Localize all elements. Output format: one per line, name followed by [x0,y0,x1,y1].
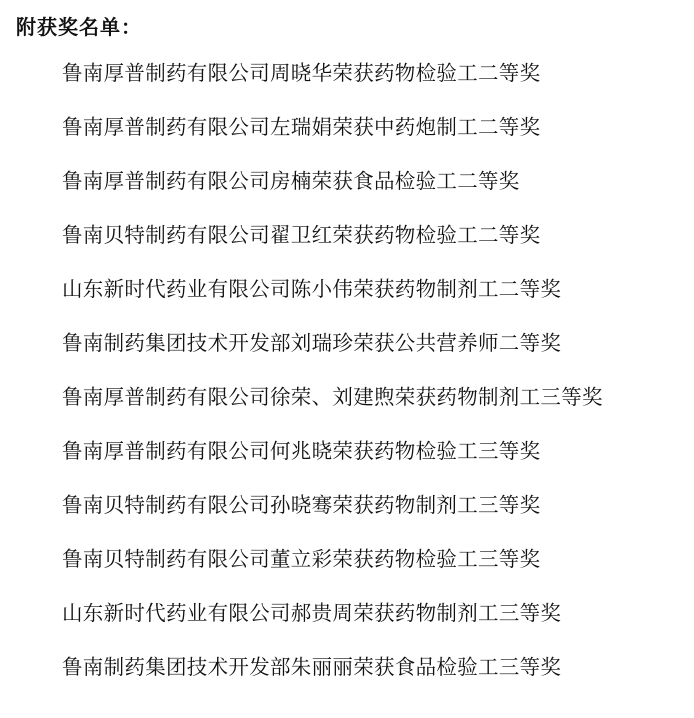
list-item: 鲁南厚普制药有限公司何兆晓荣获药物检验工三等奖 [62,439,541,463]
list-item: 鲁南厚普制药有限公司左瑞娟荣获中药炮制工二等奖 [62,115,541,139]
list-item: 鲁南厚普制药有限公司房楠荣获食品检验工二等奖 [62,169,520,193]
list-item: 鲁南贝特制药有限公司孙晓骞荣获药物制剂工三等奖 [62,493,541,517]
list-item: 山东新时代药业有限公司陈小伟荣获药物制剂工二等奖 [62,277,562,301]
list-item: 鲁南厚普制药有限公司徐荣、刘建煦荣获药物制剂工三等奖 [62,385,603,409]
list-item: 鲁南贝特制药有限公司翟卫红荣获药物检验工二等奖 [62,223,541,247]
list-item: 山东新时代药业有限公司郝贵周荣获药物制剂工三等奖 [62,601,562,625]
list-item: 鲁南厚普制药有限公司周晓华荣获药物检验工二等奖 [62,61,541,85]
list-item: 鲁南贝特制药有限公司董立彩荣获药物检验工三等奖 [62,547,541,571]
list-item: 鲁南制药集团技术开发部朱丽丽荣获食品检验工三等奖 [62,655,562,679]
winner-list [62,58,603,706]
list-item: 鲁南制药集团技术开发部刘瑞珍荣获公共营养师二等奖 [62,331,562,355]
document-title: 附获奖名单： [16,15,142,39]
